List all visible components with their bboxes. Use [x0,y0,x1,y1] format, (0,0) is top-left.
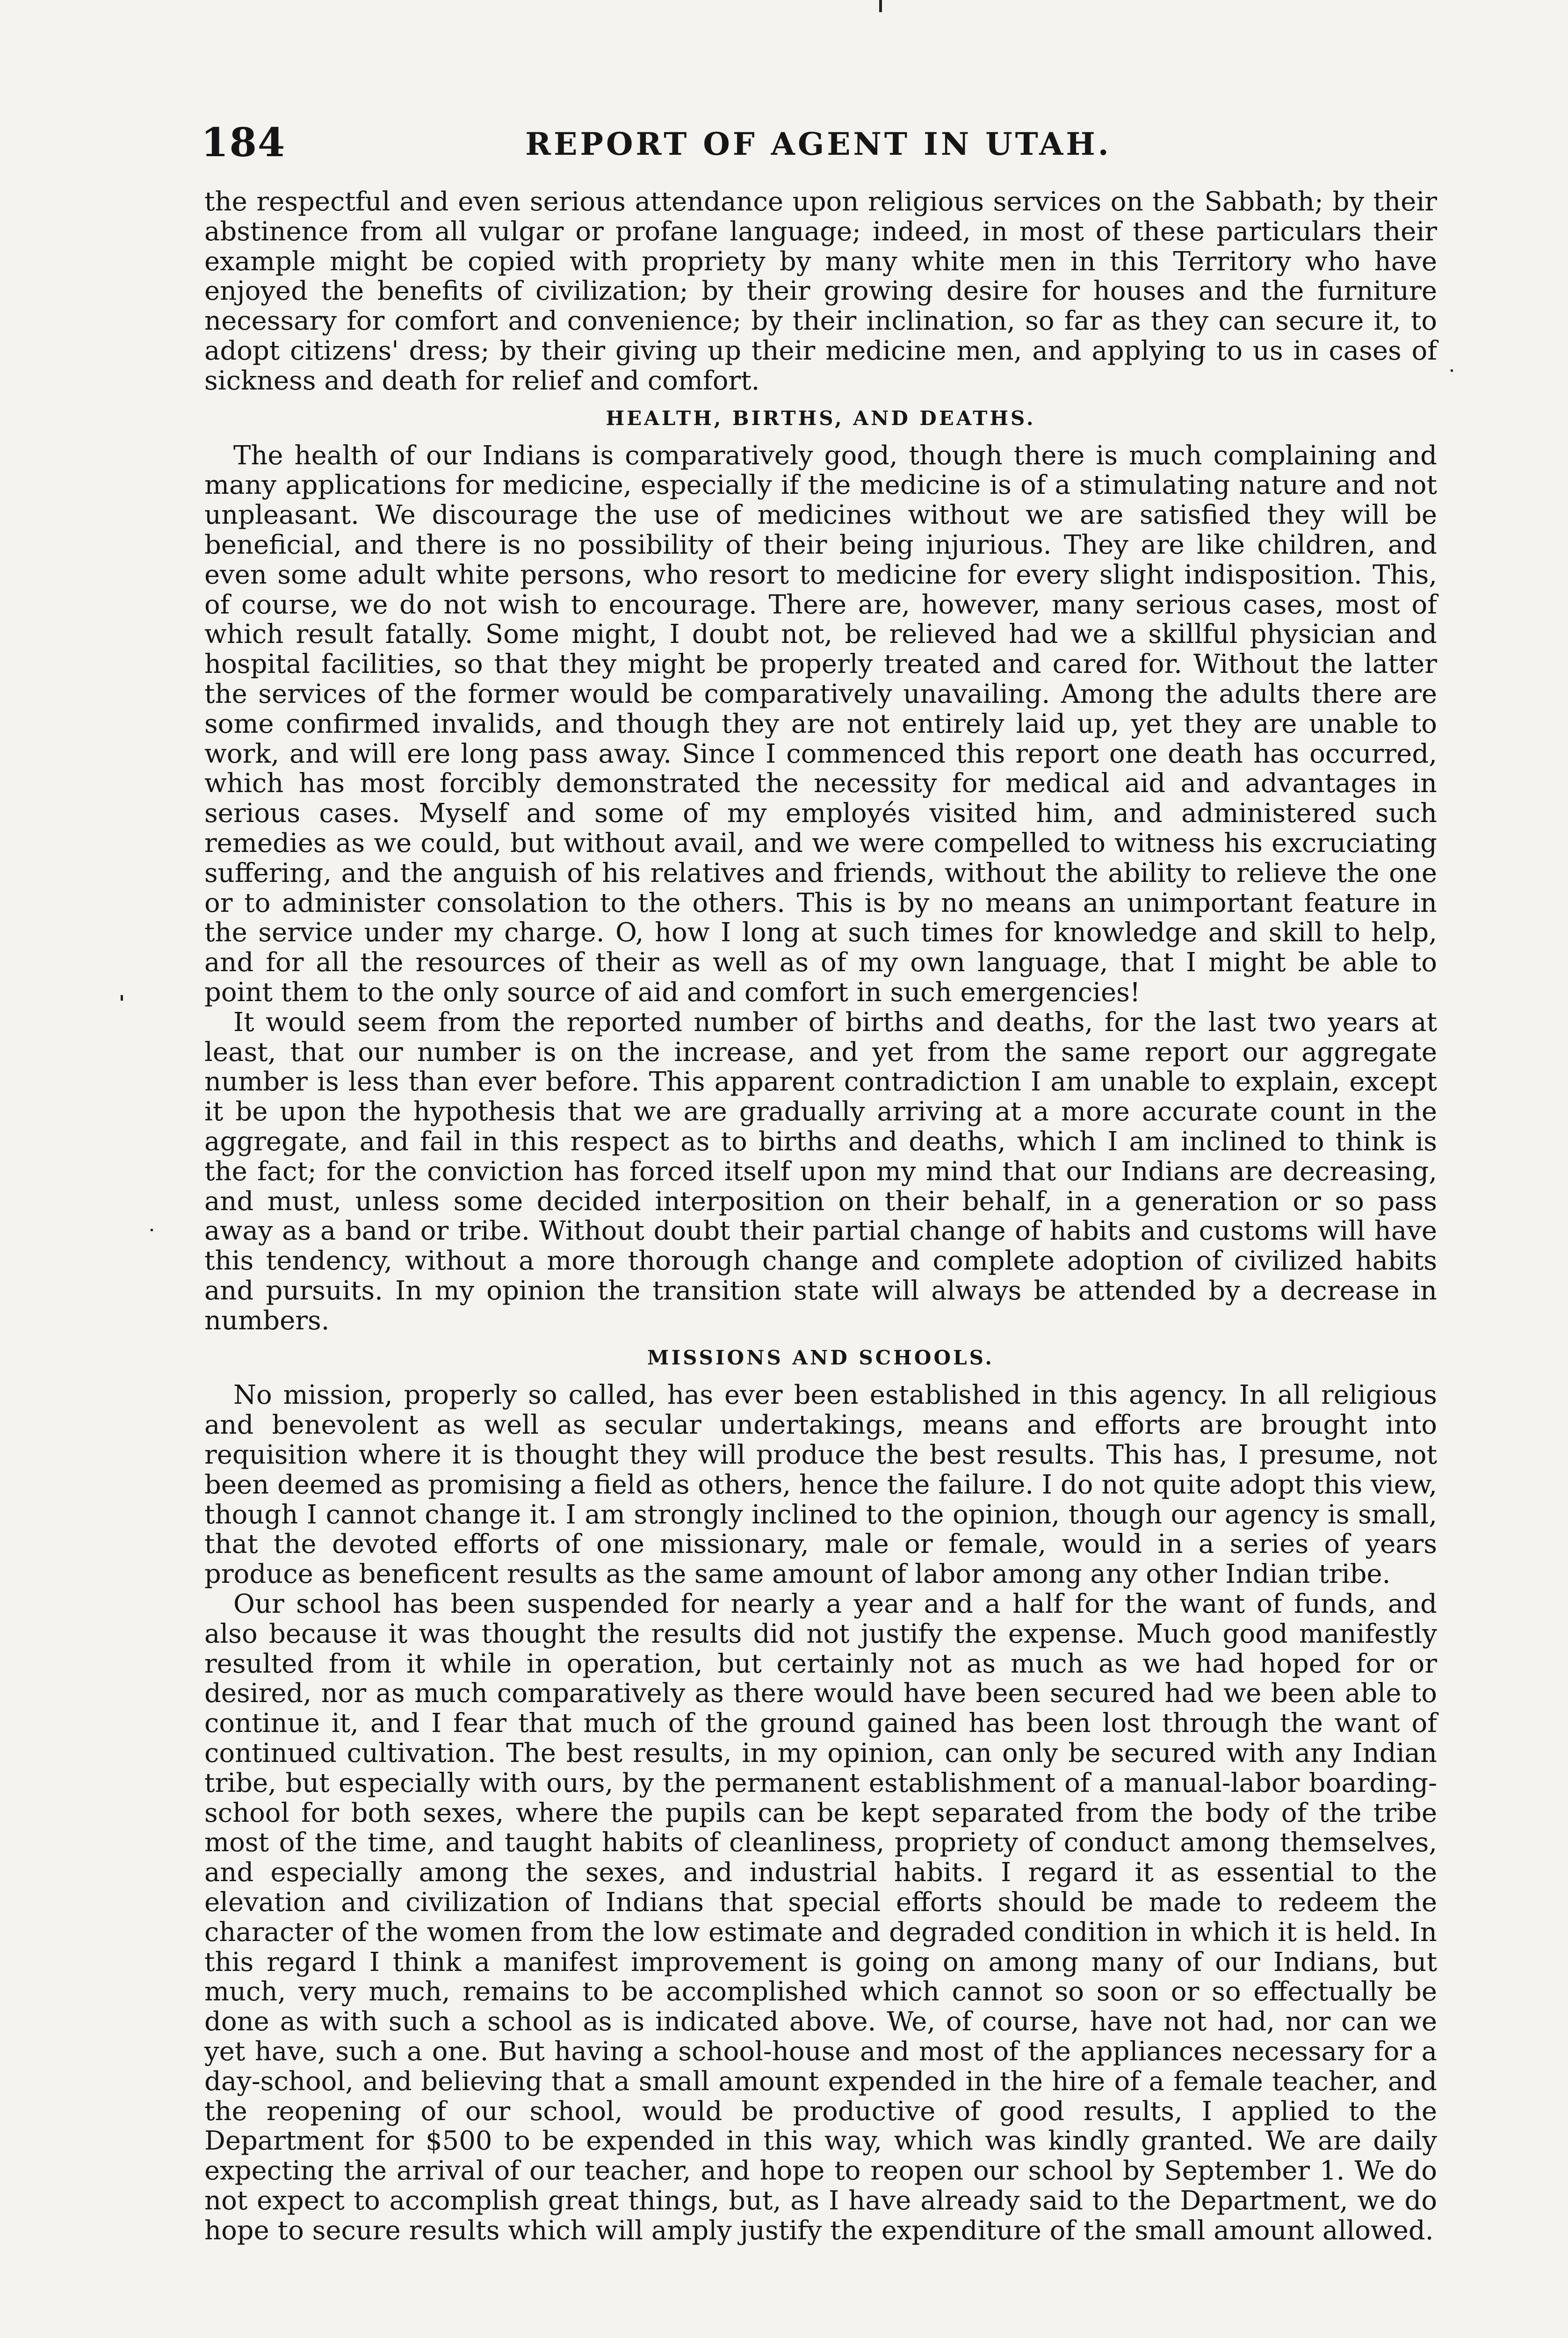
section-heading-missions: MISSIONS AND SCHOOLS. [647,1346,995,1370]
page-header [201,119,1436,171]
paragraph-births-deaths: It would seem from the reported number of births and deaths, for the last two years at least, that our number is on the increase, and yet from the same report our aggregate number is less than ever before. This apparent contradiction I am unable to explain, except it be upon the hypothesis that we are gradually arriving at a more accurate count in the aggregate, and fail in this respect as to births and deaths, which I am inclined to think is the fact; for the conviction has forced itself upon my mind that our Indians are decreasing, and must, unless some decided interposition on their behalf, in a generation or so pass away as a band or tribe. Without doubt their partial change of habits and customs will have this tendency, without a more thorough change and complete adoption of civilized habits and pursuits. In my opinion the transition state will always be attended by a decrease in numbers. [204,1007,1437,1336]
paragraph-health: The health of our Indians is comparatively good, though there is much complaining and many applications for medicine, especially if the medicine is of a stimulating nature and not unpleasant. We discourage the use of medicines without we are satisfied they will be beneficial, and there is no possibility of their being injurious. They are like children, and even some adult white persons, who resort to medicine for every slight indisposition. This, of course, we do not wish to encourage. There are, however, many serious cases, most of which result fatally. Some might, I doubt not, be relieved had we a skillful physician and hospital facilities, so that they might be properly treated and cared for. Without the latter the services of the former would be comparatively unavailing. Among the adults there are some confirmed invalids, and though they are not entirely laid up, yet they are unable to work, and will ere long pass away. Since I commenced this report one death has occurred, which has most forcibly demonstrated the necessity for medical aid and advantages in serious cases. Myself and some of my employés visited him, and administered such remedies as we could, but without avail, and we were compelled to witness his excruciating suffering, and the anguish of his relatives and friends, without the ability to relieve the one or to administer consolation to the others. This is by no means an unimportant feature in the service under my charge. O, how I long at such times for knowledge and skill to help, and for all the resources of their as well as of my own language, that I might be able to point them to the only source of aid and comfort in such emergencies! [204,440,1437,1008]
paragraph-school: Our school has been suspended for nearly a year and a half for the want of funds, and also because it was thought the results did not justify the expense. Much good manifestly resulted from it while in operation, but certainly not as much as we had hoped for or desired, nor as much comparatively as there would have been secured had we been able to continue it, and I fear that much of the ground gained has been lost through the want of continued cultivation. The best results, in my opinion, can only be secured with any Indian tribe, but especially with ours, by the permanent establishment of a manual-labor boarding-school for both sexes, where the pupils can be kept separated from the body of the tribe most of the time, and taught habits of cleanliness, propriety of conduct among themselves, and especially among the sexes, and industrial habits. I regard it as essential to the elevation and civilization of Indians that special efforts should be made to redeem the character of the women from the low estimate and degraded condition in which it is held. In this regard I think a manifest improvement is going on among many of our Indians, but much, very much, remains to be accomplished which cannot so soon or so effectually be done as with such a school as is indicated above. We, of course, have not had, nor can we yet have, such a one. But having a school-house and most of the appliances necessary for a day-school, and believing that a small amount expended in the hire of a female teacher, and the reopening of our school, would be productive of good results, I applied to the Department for $500 to be expended in this way, which was kindly granted. We are daily expecting the arrival of our teacher, and hope to reopen our school by September 1. We do not expect to accomplish great things, but, as I have already said to the Department, we do hope to secure results which will amply justify the expenditure of the small amount allowed. [204,1589,1437,2246]
margin-speck [1451,369,1453,372]
body-text [204,187,1437,2246]
margin-speck [121,995,123,1001]
running-title: REPORT OF AGENT IN UTAH. [525,126,1112,162]
page-number: 184 [201,119,286,166]
paragraph-continued: the respectful and even serious attendance upon religious services on the Sabbath; by their abstinence from all vulgar or profane language; indeed, in most of these particulars their example might be copied with propriety by many white men in this Territory who have enjoyed the benefits of civilization; by their growing desire for houses and the furniture necessary for comfort and convenience; by their inclination, so far as they can secure it, to adopt citizens' dress; by their giving up their medicine men, and applying to us in cases of sickness and death for relief and comfort. [204,187,1437,396]
top-print-mark [879,0,882,12]
margin-speck [151,1229,153,1231]
paragraph-missions: No mission, properly so called, has ever been established in this agency. In all religious and benevolent as well as secular undertakings, means and efforts are brought into requisition where it is thought they will produce the best results. This has, I presume, not been deemed as promising a field as others, hence the failure. I do not quite adopt this view, though I cannot change it. I am strongly inclined to the opinion, though our agency is small, that the devoted efforts of one missionary, male or female, would in a series of years produce as beneficent results as the same amount of labor among any other Indian tribe. [204,1380,1437,1590]
section-heading-health: HEALTH, BIRTHS, AND DEATHS. [606,406,1036,430]
